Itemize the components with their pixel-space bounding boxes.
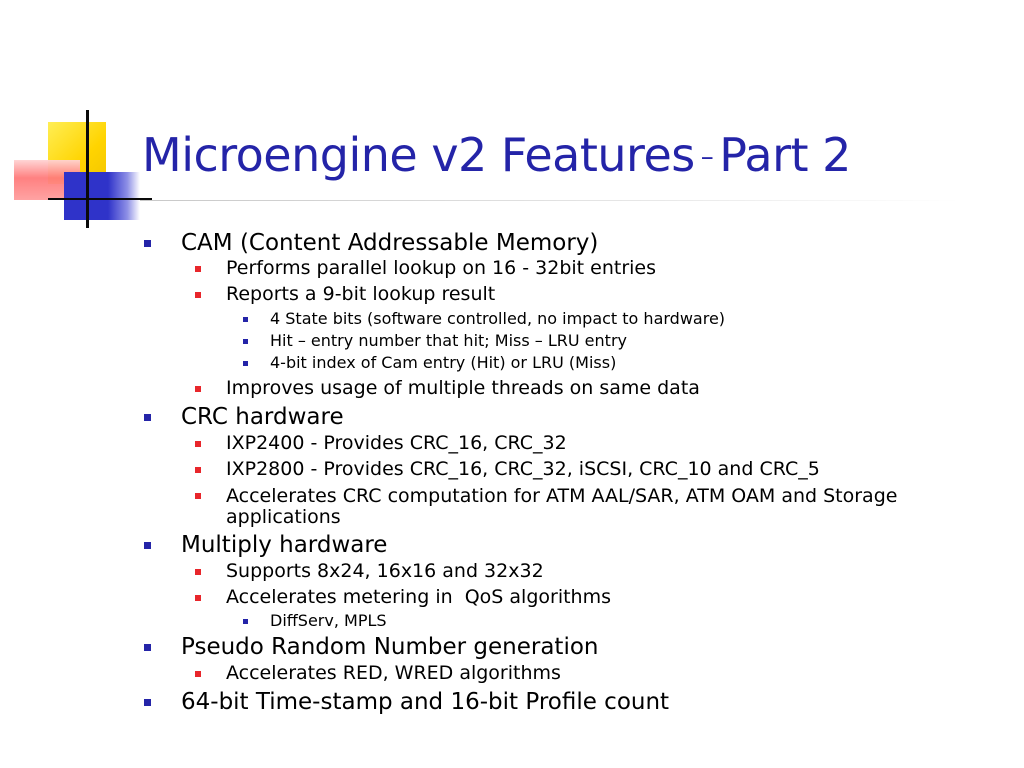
bullet-text: Supports 8x24, 16x16 and 32x32 [226, 560, 544, 582]
bullet-marker [195, 595, 201, 601]
bullet-marker [195, 292, 201, 298]
sub-sub-bullet-state-bits [243, 311, 1003, 329]
bullet-text: 4 State bits (software controlled, no impact to hardware) [270, 309, 726, 328]
bullet-text: 64-bit Time-stamp and 16-bit Profile count [181, 689, 670, 715]
sub-sub-bullet-cam-index [243, 355, 1003, 373]
bullet-multiply [144, 534, 1004, 560]
sub-sub-bullet-diffserv [243, 613, 1003, 631]
bullet-marker [144, 414, 151, 421]
bullet-marker [144, 240, 151, 247]
bullet-marker [195, 386, 201, 392]
title-part: Part 2 [719, 128, 851, 182]
bullet-text: Reports a 9-bit lookup result [226, 283, 496, 305]
bullet-text: Performs parallel lookup on 16 - 32bit entries [226, 257, 657, 279]
bullet-marker [144, 644, 151, 651]
bullet-marker [243, 619, 248, 624]
bullet-text: Multiply hardware [181, 532, 388, 558]
title-main: Microengine v2 Features [142, 128, 695, 182]
bullet-text: Pseudo Random Number generation [181, 634, 599, 660]
bullet-text: DiffServ, MPLS [270, 611, 387, 630]
bullet-cam [144, 232, 1004, 258]
bullet-marker [195, 671, 201, 677]
bullet-text: CAM (Content Addressable Memory) [181, 230, 599, 256]
bullet-marker [195, 569, 201, 575]
bullet-text: IXP2400 - Provides CRC_16, CRC_32 [226, 432, 567, 454]
sub-sub-bullet-hit-miss [243, 333, 1003, 351]
sub-bullet-multiple-threads [195, 379, 995, 401]
bullet-text: Improves usage of multiple threads on same data [226, 377, 700, 399]
bullet-prng [144, 636, 1004, 662]
sub-bullet-ixp2400 [195, 434, 995, 456]
bullet-text: 4-bit index of Cam entry (Hit) or LRU (Miss) [270, 353, 617, 372]
sub-bullet-parallel-lookup [195, 259, 995, 281]
bullet-marker [243, 317, 248, 322]
sub-bullet-red-wred [195, 664, 995, 686]
sub-bullet-lookup-result [195, 285, 995, 307]
bullet-marker [195, 266, 201, 272]
bullet-text: Hit – entry number that hit; Miss – LRU entry [270, 331, 627, 350]
bullet-marker [144, 542, 151, 549]
bullet-text: IXP2800 - Provides CRC_16, CRC_32, iSCSI, CRC_10 and CRC_5 [226, 458, 820, 480]
bullet-marker [243, 361, 248, 366]
bullet-text: Accelerates metering in QoS algorithms [226, 586, 611, 608]
bullet-text: Accelerates RED, WRED algorithms [226, 662, 561, 684]
bullet-marker [195, 441, 201, 447]
bullet-crc [144, 406, 1004, 432]
bullet-marker [195, 467, 201, 473]
title-dash: – [700, 142, 714, 172]
bullet-text: Accelerates CRC computation for ATM AAL/SAR, ATM OAM and Storage applications [226, 485, 898, 528]
bullet-marker [243, 339, 248, 344]
bullet-marker [144, 699, 151, 706]
sub-bullet-metering [195, 588, 995, 610]
sub-bullet-crc-accelerate [195, 486, 985, 530]
sub-bullet-ixp2800 [195, 460, 995, 482]
bullet-text: CRC hardware [181, 404, 344, 430]
bullet-timestamp [144, 691, 1004, 717]
sub-bullet-supports [195, 562, 995, 584]
bullet-marker [195, 493, 201, 499]
